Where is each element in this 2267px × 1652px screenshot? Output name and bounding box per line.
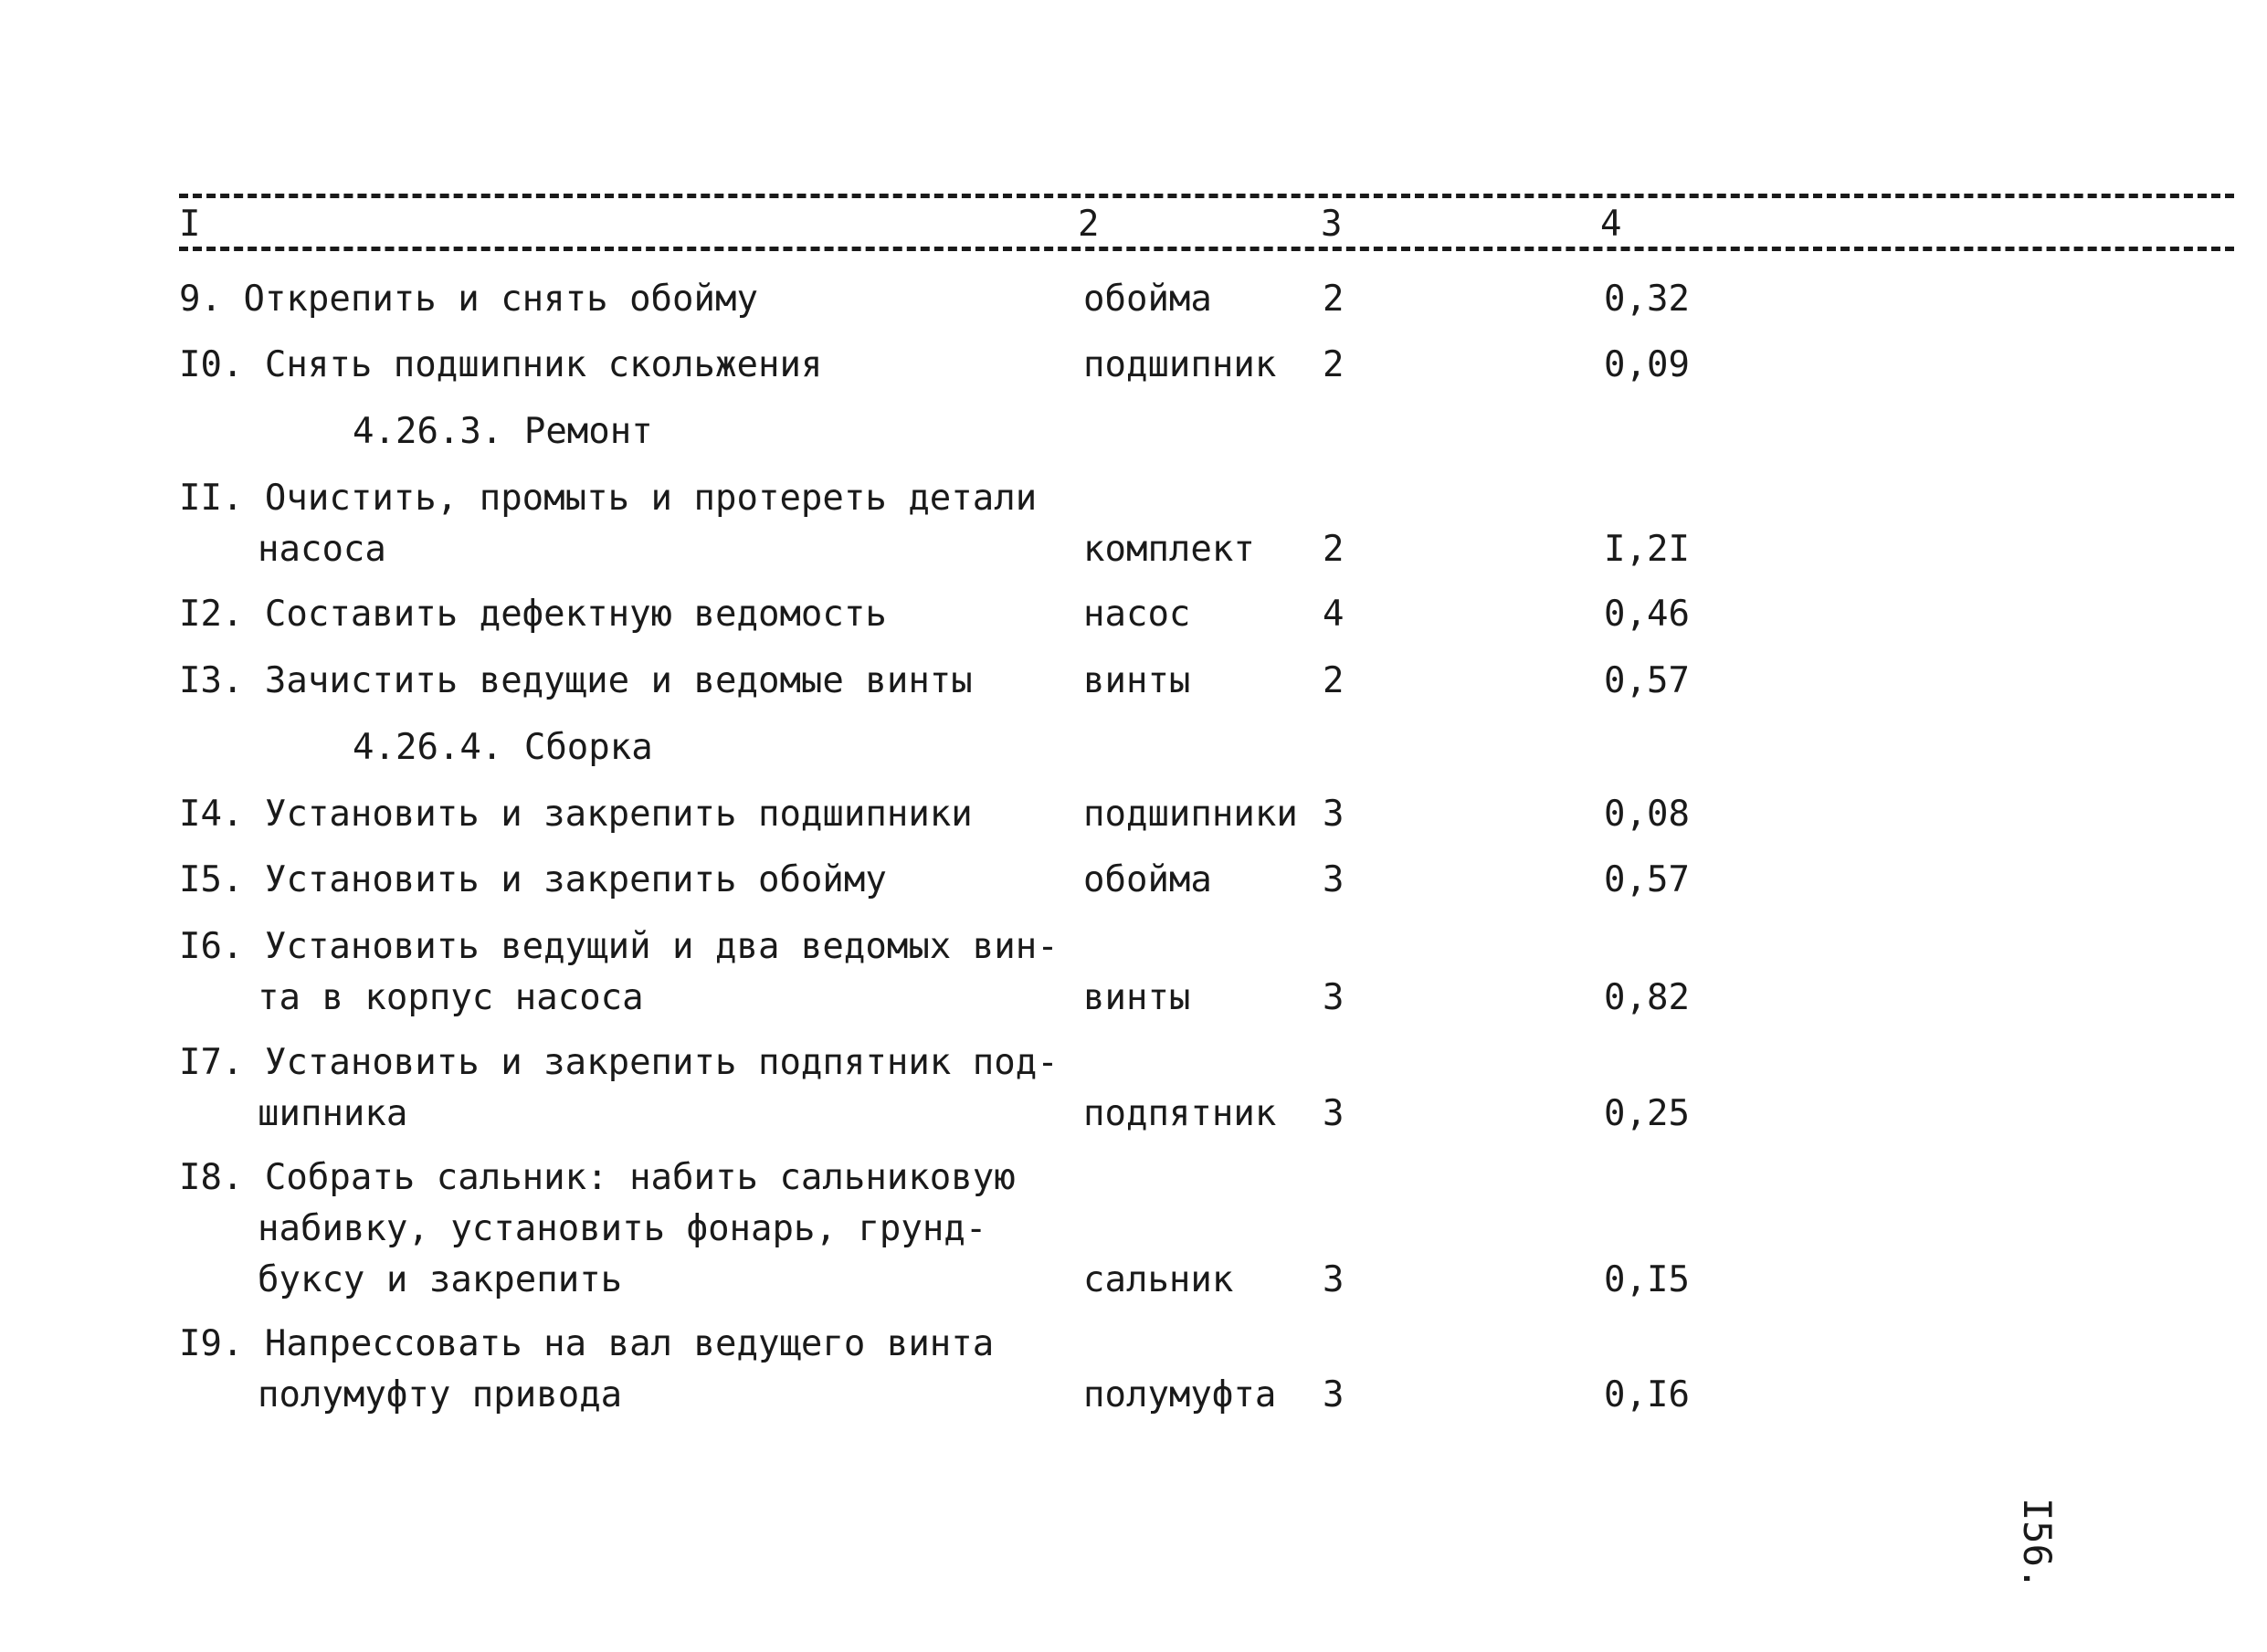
- norm-cell: 0,I5: [1604, 1259, 1690, 1300]
- operation-line: I4. Установить и закрепить подшипники: [179, 794, 973, 835]
- rank-cell: 2: [1323, 660, 1344, 701]
- rank-cell: 2: [1323, 344, 1344, 385]
- unit-cell: подшипник: [1083, 344, 1277, 385]
- unit-cell: обойма: [1083, 279, 1212, 320]
- rank-cell: 2: [1323, 529, 1344, 570]
- rank-cell: 3: [1323, 1259, 1344, 1300]
- norm-cell: 0,08: [1604, 794, 1690, 835]
- unit-cell: комплект: [1083, 529, 1255, 570]
- operation-line: I2. Составить дефектную ведомость: [179, 594, 887, 635]
- rank-cell: 3: [1323, 1374, 1344, 1415]
- rank-cell: 3: [1323, 977, 1344, 1018]
- operation-line: насоса: [258, 529, 386, 570]
- operation-line: шипника: [258, 1093, 408, 1134]
- norm-cell: 0,I6: [1604, 1374, 1690, 1415]
- norm-cell: I,2I: [1604, 529, 1690, 570]
- operation-line: I0. Снять подшипник скольжения: [179, 344, 823, 385]
- operation-text: [179, 1037, 1059, 1140]
- unit-cell: полумуфта: [1083, 1374, 1277, 1415]
- header-rule-top: [179, 194, 2234, 198]
- norm-cell: 0,09: [1604, 344, 1690, 385]
- operation-text: [179, 340, 1056, 391]
- operation-text: [179, 589, 1056, 640]
- operation-line: 9. Открепить и снять обойму: [179, 279, 758, 320]
- operation-text: [179, 1152, 1056, 1306]
- operation-line: I8. Собрать сальник: набить сальниковую: [179, 1157, 1016, 1198]
- operation-line: II. Очистить, промыть и протереть детали: [179, 478, 1038, 519]
- operation-text: [179, 1319, 1056, 1421]
- operation-text: [179, 473, 1056, 575]
- norm-cell: 0,25: [1604, 1093, 1690, 1134]
- operation-line: та в корпус насоса: [258, 977, 644, 1018]
- rank-cell: 3: [1323, 1093, 1344, 1134]
- operation-text: [179, 274, 1056, 325]
- rank-cell: 3: [1323, 859, 1344, 900]
- section-heading: 4.26.4. Сборка: [353, 727, 653, 768]
- operation-line: I5. Установить и закрепить обойму: [179, 859, 887, 900]
- unit-cell: сальник: [1083, 1259, 1234, 1300]
- column-header-1: I: [179, 204, 201, 245]
- operation-line: I7. Установить и закрепить подпятник под-: [179, 1042, 1059, 1083]
- rank-cell: 3: [1323, 794, 1344, 835]
- norm-cell: 0,82: [1604, 977, 1690, 1018]
- page-number: I56.: [2015, 1498, 2060, 1591]
- unit-cell: подшипники: [1083, 794, 1298, 835]
- norm-cell: 0,57: [1604, 859, 1690, 900]
- operation-line: полумуфту привода: [258, 1374, 623, 1415]
- operation-text: [179, 921, 1059, 1024]
- norm-cell: 0,32: [1604, 279, 1690, 320]
- header-rule-bottom: [179, 247, 2234, 251]
- operation-line: I6. Установить ведущий и два ведомых вин-: [179, 926, 1059, 967]
- column-header-2: 2: [1078, 204, 1100, 245]
- section-heading: 4.26.3. Ремонт: [353, 411, 653, 452]
- column-header-4: 4: [1600, 204, 1622, 245]
- operation-text: [179, 656, 1056, 707]
- rank-cell: 4: [1323, 594, 1344, 635]
- operation-line: I3. Зачистить ведущие и ведомые винты: [179, 660, 973, 701]
- norm-cell: 0,57: [1604, 660, 1690, 701]
- unit-cell: подпятник: [1083, 1093, 1277, 1134]
- operation-line: набивку, установить фонарь, грунд-: [258, 1208, 987, 1249]
- rank-cell: 2: [1323, 279, 1344, 320]
- unit-cell: винты: [1083, 660, 1191, 701]
- operation-text: [179, 789, 1056, 840]
- operation-line: буксу и закрепить: [258, 1259, 623, 1300]
- unit-cell: насос: [1083, 594, 1191, 635]
- unit-cell: винты: [1083, 977, 1191, 1018]
- norm-cell: 0,46: [1604, 594, 1690, 635]
- column-header-3: 3: [1321, 204, 1343, 245]
- operation-text: [179, 855, 1056, 906]
- unit-cell: обойма: [1083, 859, 1212, 900]
- operation-line: I9. Напрессовать на вал ведущего винта: [179, 1323, 995, 1364]
